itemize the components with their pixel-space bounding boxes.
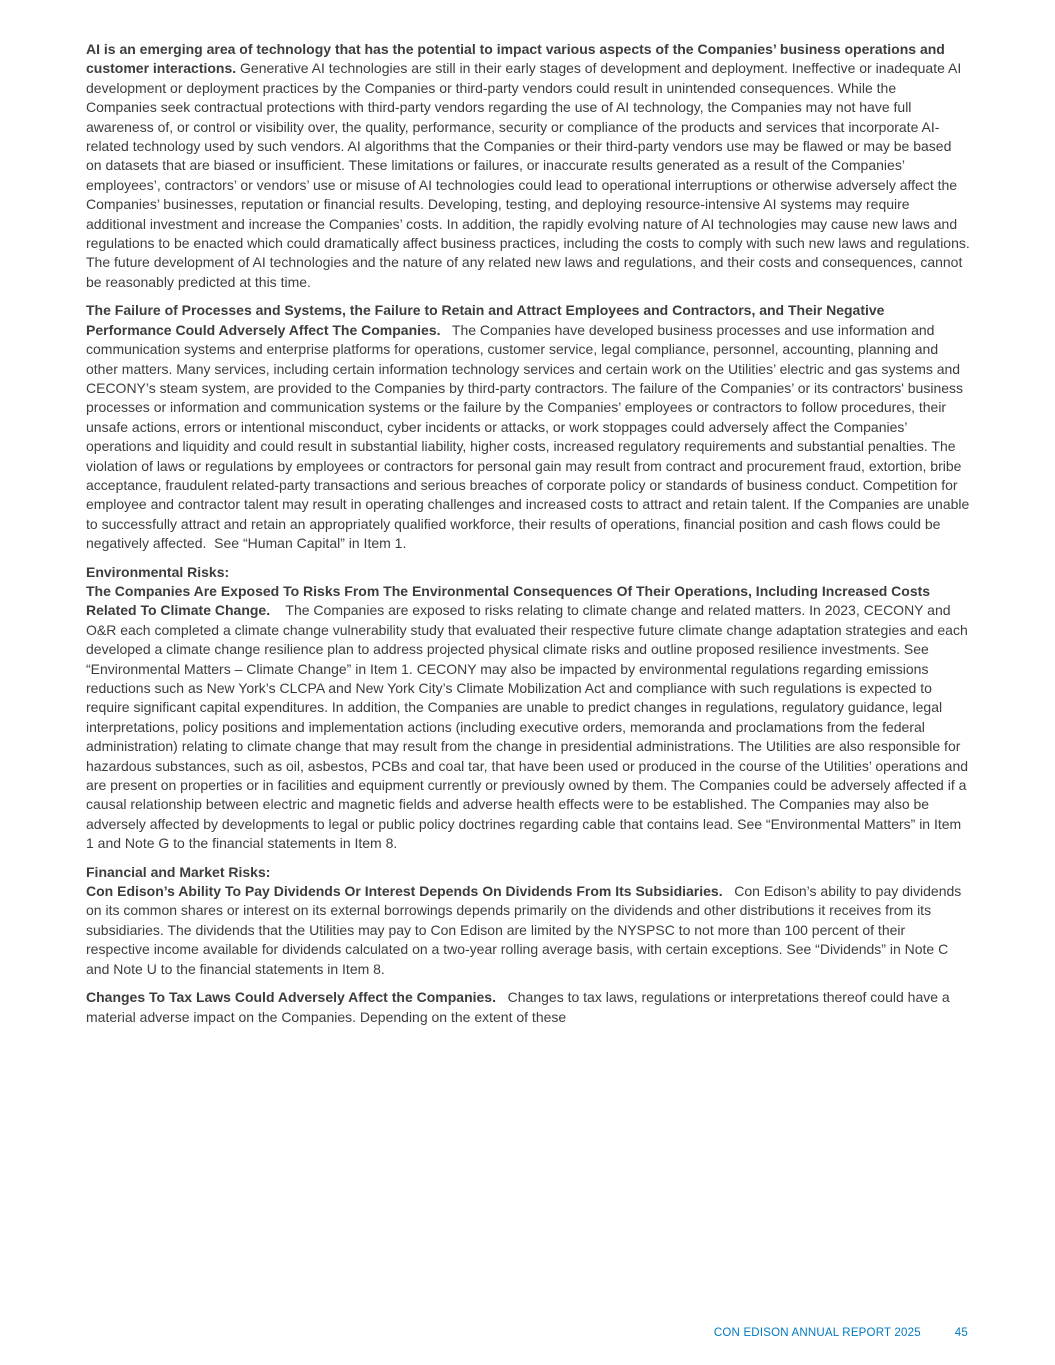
heading-text: Environmental Risks: xyxy=(86,563,230,580)
section-heading-environmental-risks xyxy=(86,563,970,582)
paragraph-processes-systems-risk xyxy=(86,301,970,553)
document-body xyxy=(86,40,970,1036)
paragraph-text: Con Edison’s ability to pay dividends on its common shares or interest on its external borrowings depends primarily on the dividends and other distributions it receives from its subsidiaries. The dividends that the Utilities may pay to Con Edison are limited by the NYSPSC to not more than 100 percent of their respective income available for dividends calculated on a two-year rolling average basis, with certain exceptions. See “Dividends” in Note C and Note U to the financial statements in Item 8. xyxy=(86,883,962,977)
footer-report-title: CON EDISON ANNUAL REPORT 2025 xyxy=(713,1327,921,1339)
paragraph-text: The Companies have developed business processes and use information and communication systems and enterprise platforms for operations, customer service, legal compliance, personnel, accounting, planning and other matters. Many services, including certain information technology services and certain work on the Utilities’ electric and gas systems and CECONY’s steam system, are provided to the Companies by third-party contractors. The failure of the Companies’ or its contractors' business processes or information and communication systems or the failure by the Companies’ employees or contractors to follow procedures, their unsafe actions, errors or intentional misconduct, cyber incidents or attacks, or work stoppages could adversely affect the Companies’ operations and liquidity and could result in substantial liability, higher costs, increased regulatory requirements and substantial penalties. The violation of laws or regulations by employees or contractors for personal gain may result from contract and procurement fraud, extortion, bribe acceptance, fraudulent related-party transactions and serious breaches of corporate policy or standards of business conduct. Competition for employee and contractor talent may result in operating challenges and increased costs to attract and retain talent. If the Companies are unable to successfully attract and retain an appropriately qualified workforce, their results of operations, financial position and cash flows could be negatively affected. See “Human Capital” in Item 1. xyxy=(86,321,970,552)
paragraph-bold-lead: AI is an emerging area of technology that has the potential to impact various aspects of the Companies’ business operations and customer interactions. xyxy=(86,41,945,77)
page-footer xyxy=(714,1327,968,1339)
paragraph-text: Generative AI technologies are still in their early stages of development and deployment. Ineffective or inadequate AI development or deployment practices by the Companies or third-party vendors could result in unintended consequences. While the Companies seek contractual protections with third-party vendors regarding the use of AI technology, the Companies may not have full awareness of, or control or visibility over, the quality, performance, security or compliance of the products and services that incorporate AI-related technology used by such vendors. AI algorithms that the Companies or their third-party vendors use may be flawed or may be based on datasets that are biased or insufficient. These limitations or failures, or inaccurate results generated as a result of the Companies’ employees’, contractors’ or vendors’ use or misuse of AI technologies could lead to operational interruptions or otherwise adversely affect the Companies’ businesses, reputation or financial results. Developing, testing, and deploying resource-intensive AI systems may require additional investment and increase the Companies’ costs. In addition, the rapidly evolving nature of AI technologies may cause new laws and regulations to be enacted which could dramatically affect business practices, including the costs to comply with such new laws and regulations. The future development of AI technologies and the nature of any related new laws and regulations, and their costs and consequences, cannot be reasonably predicted at this time. xyxy=(86,60,970,290)
paragraph-text: The Companies are exposed to risks relating to climate change and related matters. In 2023, CECONY and O&R each completed a climate change vulnerability study that evaluated their respective future climate change adaptation strategies and each developed a climate change resilience plan to address projected physical climate risks and outline proposed resilience investments. See “Environmental Matters – Climate Change” in Item 1. CECONY may also be impacted by environmental regulations regarding emissions reductions such as New York’s CLCPA and New York City’s Climate Mobilization Act and compliance with such regulations is expected to require significant capital expenditures. In addition, the Companies are unable to predict changes in regulations, regulatory guidance, legal interpretations, policy positions and implementation actions (including executive orders, memoranda and proclamations from the federal administration) relating to climate change that may result from the change in presidential administrations. The Utilities are also responsible for hazardous substances, such as oil, asbestos, PCBs and coal tar, that have been used or produced in the course of the Utilities’ operations and are present on properties or in facilities and equipment currently or previously owned by them. The Companies could be adversely affected if a causal relationship between electric and magnetic fields and adverse health effects were to be established. The Companies may also be adversely affected by developments to legal or public policy doctrines regarding cable that contains lead. See “Environmental Matters” in Item 1 and Note G to the financial statements in Item 8. xyxy=(86,602,969,852)
paragraph-bold-lead: Changes To Tax Laws Could Adversely Affect the Companies. xyxy=(86,989,496,1006)
section-heading-financial-market-risks xyxy=(86,863,970,882)
paragraph-text: Changes to tax laws, regulations or interpretations thereof could have a material adverse impact on the Companies. Depending on the extent of these xyxy=(86,989,950,1025)
paragraph-bold-lead: The Companies Are Exposed To Risks From The Environmental Consequences Of Their Operations, Including Increased Costs Related To Climate Change. xyxy=(86,582,931,619)
footer-page-number: 45 xyxy=(954,1327,968,1339)
paragraph-dividends-risk xyxy=(86,882,970,979)
paragraph-bold-lead: The Failure of Processes and Systems, the Failure to Retain and Attract Employees and Contractors, and Their Negative Performance Could Adversely Affect The Companies. xyxy=(86,302,885,338)
paragraph-environmental-risk xyxy=(86,582,970,854)
heading-text: Financial and Market Risks: xyxy=(86,863,271,880)
paragraph-ai-risk xyxy=(86,40,970,292)
paragraph-tax-laws-risk xyxy=(86,988,970,1027)
paragraph-bold-lead: Con Edison’s Ability To Pay Dividends Or Interest Depends On Dividends From Its Subsidiaries. xyxy=(86,883,723,900)
